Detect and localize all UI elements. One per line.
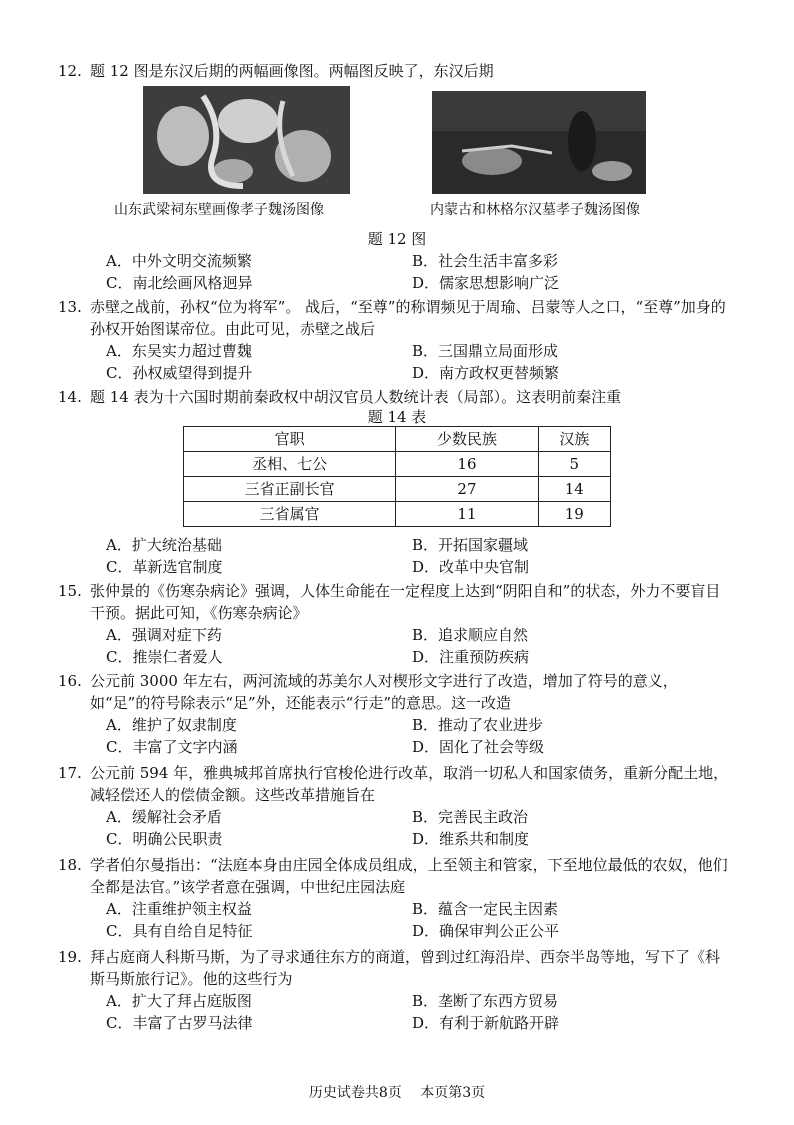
wuliang-shrine-relief-image — [143, 86, 350, 194]
helingeer-tomb-mural-image — [432, 91, 646, 194]
table-header: 少数民族 — [396, 427, 538, 452]
option-c: C．推崇仁者爱人 — [106, 648, 223, 666]
option-d: D．儒家思想影响广泛 — [412, 274, 560, 292]
option-a: A．维护了奴隶制度 — [106, 716, 237, 734]
option-d: D．维系共和制度 — [412, 830, 530, 848]
table-cell: 丞相、七公 — [184, 452, 396, 477]
question-17 — [58, 762, 730, 850]
option-c: C．南北绘画风格迥异 — [106, 274, 253, 292]
question-stem: 公元前 3000 年左右，两河流域的苏美尔人对楔形文字进行了改造，增加了符号的意义，如“足”的符号除表示“足”外，还能表示“行走”的意思。这一改造 — [90, 672, 678, 712]
question-number: 14. — [58, 388, 82, 406]
question-stem: 拜占庭商人科斯马斯，为了寻求通往东方的商道，曾到过红海沿岸、西奈半岛等地，写下了《科斯马斯旅行记》。他的这些行为 — [90, 948, 721, 988]
question-number: 19. — [58, 948, 82, 966]
question-15 — [58, 580, 730, 668]
option-d: D．固化了社会等级 — [412, 738, 545, 756]
table-header: 汉族 — [538, 427, 610, 452]
option-a: A．注重维护领主权益 — [106, 900, 252, 918]
table-cell: 27 — [396, 477, 538, 502]
option-b: B．推动了农业进步 — [412, 716, 544, 734]
option-c: C．孙权威望得到提升 — [106, 364, 253, 382]
option-b: B．垄断了东西方贸易 — [412, 992, 559, 1010]
question-number: 18. — [58, 856, 82, 874]
question-number: 13. — [58, 298, 82, 316]
table-header-row — [184, 427, 611, 452]
table-row — [184, 502, 611, 527]
option-a: A．强调对症下药 — [106, 626, 222, 644]
question-14 — [58, 386, 730, 408]
option-c: C．丰富了文字内涵 — [106, 738, 238, 756]
option-a: A．扩大统治基础 — [106, 536, 222, 554]
question-12 — [58, 60, 730, 82]
option-a: A．中外文明交流频繁 — [106, 252, 252, 270]
page-footer: 历史试卷共8页 本页第3页 — [308, 1085, 486, 1101]
figure-title: 题 12 图 — [367, 230, 427, 248]
question-number: 15. — [58, 582, 82, 600]
table-cell: 5 — [538, 452, 610, 477]
option-c: C．丰富了古罗马法律 — [106, 1014, 253, 1032]
table-row — [184, 477, 611, 502]
option-a: A．东吴实力超过曹魏 — [106, 342, 252, 360]
question-18 — [58, 854, 730, 942]
question-stem: 赤壁之战前，孙权“位为将军”。 战后，“至尊”的称谓频见于周瑜、吕蒙等人之口，“至尊”加身的孙权开始图谋帝位。由此可见，赤壁之战后 — [90, 298, 726, 338]
question-stem: 学者伯尔曼指出：“法庭本身由庄园全体成员组成，上至领主和管家，下至地位最低的农奴，他们全都是法官。”该学者意在强调，中世纪庄园法庭 — [90, 856, 728, 896]
option-b: B．追求顺应自然 — [412, 626, 529, 644]
table-row — [184, 452, 611, 477]
figure-caption-right: 内蒙古和林格尔汉墓孝子魏汤图像 — [430, 202, 640, 218]
question-stem: 题 12 图是东汉后期的两幅画像图。两幅图反映了，东汉后期 — [90, 62, 494, 80]
option-b: B．三国鼎立局面形成 — [412, 342, 559, 360]
table-cell: 16 — [396, 452, 538, 477]
option-c: C．具有自给自足特征 — [106, 922, 253, 940]
option-d: D．确保审判公正公平 — [412, 922, 560, 940]
table-cell: 14 — [538, 477, 610, 502]
option-b: B．社会生活丰富多彩 — [412, 252, 559, 270]
official-count-table — [183, 426, 611, 527]
table-title: 题 14 表 — [367, 408, 427, 426]
question-16 — [58, 670, 730, 758]
question-12-options — [90, 250, 730, 294]
option-c: C．明确公民职责 — [106, 830, 223, 848]
option-a: A．扩大了拜占庭版图 — [106, 992, 252, 1010]
option-c: C．革新选官制度 — [106, 558, 223, 576]
option-d: D．有利于新航路开辟 — [412, 1014, 560, 1032]
table-cell: 三省属官 — [184, 502, 396, 527]
option-d: D．南方政权更替频繁 — [412, 364, 560, 382]
option-b: B．蕴含一定民主因素 — [412, 900, 559, 918]
question-19 — [58, 946, 730, 1034]
option-b: B．完善民主政治 — [412, 808, 529, 826]
table-cell: 19 — [538, 502, 610, 527]
question-stem: 公元前 594 年，雅典城邦首席执行官梭伦进行改革，取消一切私人和国家债务，重新分配土地，减轻偿还人的偿债金额。这些改革措施旨在 — [90, 764, 729, 804]
table-cell: 11 — [396, 502, 538, 527]
question-number: 16. — [58, 672, 82, 690]
question-stem: 题 14 表为十六国时期前秦政权中胡汉官员人数统计表（局部）。这表明前秦注重 — [90, 388, 622, 406]
question-number: 12. — [58, 62, 82, 80]
option-b: B．开拓国家疆域 — [412, 536, 529, 554]
option-d: D．改革中央官制 — [412, 558, 530, 576]
table-header: 官职 — [184, 427, 396, 452]
question-13 — [58, 296, 730, 384]
option-d: D．注重预防疾病 — [412, 648, 530, 666]
question-14-options — [90, 534, 730, 578]
question-stem: 张仲景的《伤寒杂病论》强调，人体生命能在一定程度上达到“阴阳自和”的状态，外力不要盲目干预。据此可知，《伤寒杂病论》 — [90, 582, 721, 622]
figure-caption-left: 山东武梁祠东壁画像孝子魏汤图像 — [114, 202, 324, 218]
option-a: A．缓解社会矛盾 — [106, 808, 222, 826]
question-number: 17. — [58, 764, 82, 782]
table-cell: 三省正副长官 — [184, 477, 396, 502]
